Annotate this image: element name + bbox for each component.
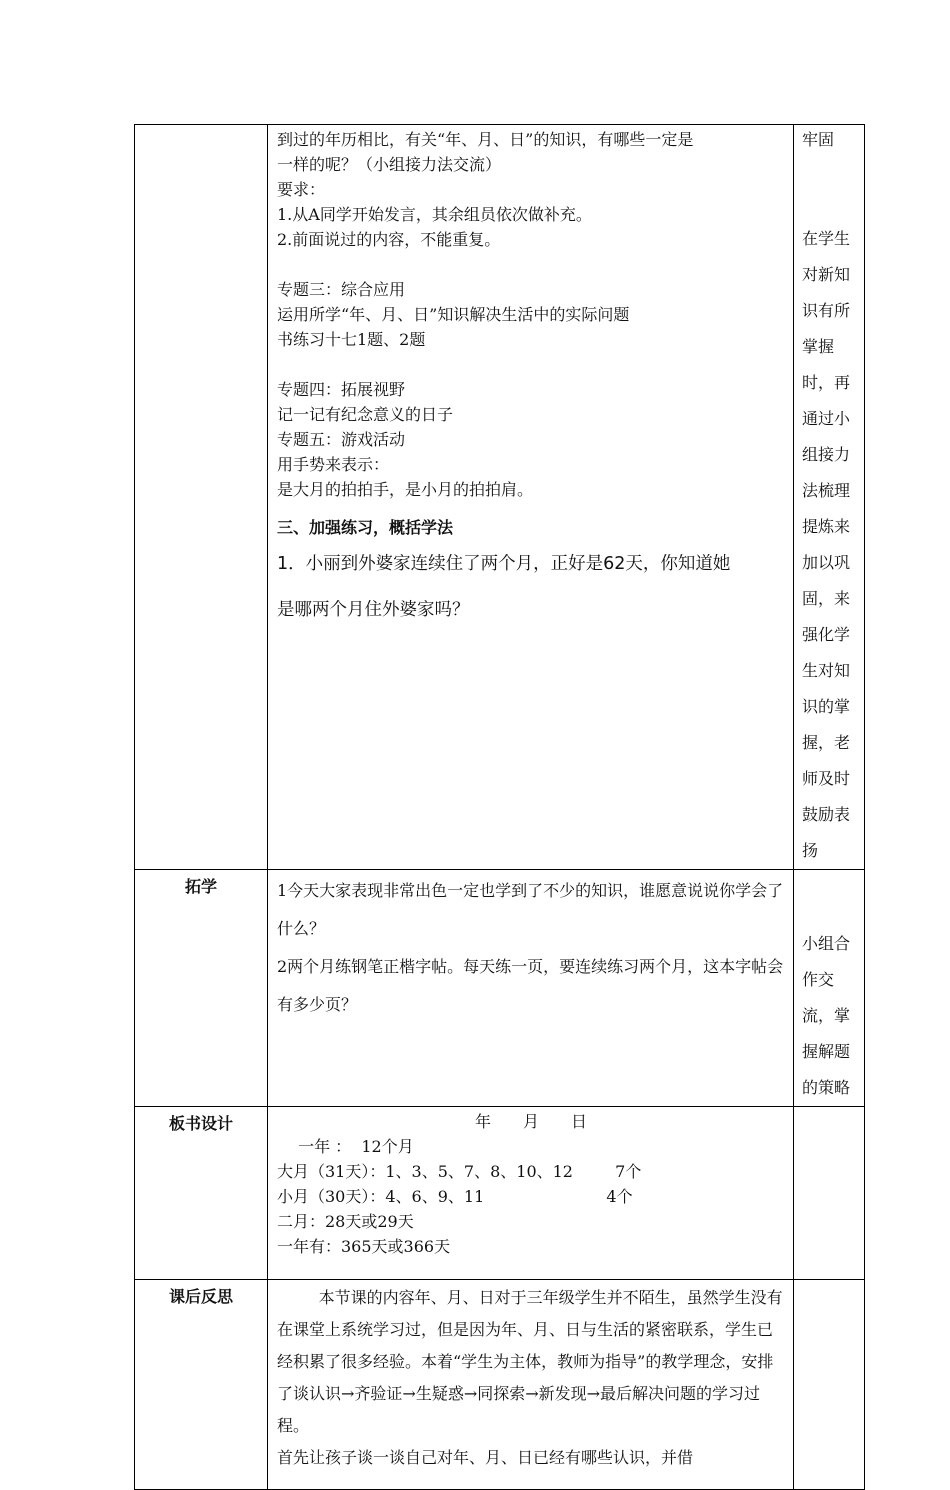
text-line: 要求：	[277, 180, 326, 199]
practice-problem-line: 1．小丽到外婆家连续住了两个月，正好是62天，你知道她	[277, 554, 731, 574]
blackboard-design-cell	[268, 1107, 794, 1280]
design-intent-cell	[794, 1280, 865, 1490]
board-line: 一年有：365天或366天	[277, 1237, 451, 1256]
table-row	[135, 1280, 865, 1490]
row-label	[135, 125, 268, 870]
text-line: 用手势来表示：	[277, 455, 390, 474]
activity-cell	[268, 125, 794, 870]
topic-three	[277, 277, 785, 352]
text-line: 一样的呢？（小组接力法交流）	[277, 155, 502, 174]
row-label: 拓学	[135, 870, 268, 1107]
text-line: 1.从A同学开始发言，其余组员依次做补充。	[277, 205, 592, 224]
board-line: 大月（31天）：1、3、5、7、8、10、12 7个	[277, 1162, 642, 1181]
design-intent-cell	[794, 125, 865, 870]
text-paragraph: 1今天大家表现非常出色一定也学到了不少的知识，谁愿意说说你学会了什么？	[277, 881, 784, 938]
note-text: 牢固	[802, 130, 835, 149]
reflection-paragraph: 首先让孩子谈一谈自己对年、月、日已经有哪些认识，并借	[277, 1448, 694, 1467]
table-row	[135, 125, 865, 870]
board-line: 一年 ： 12个月	[277, 1137, 414, 1156]
design-intent-cell	[794, 870, 865, 1107]
note-text: 在学生对新知识有所掌握时，再通过小组接力法梳理提炼来加以巩固，来强化学生对知识的掌握，老师及时鼓励表扬	[802, 229, 851, 860]
topic-four-five	[277, 377, 785, 502]
lesson-plan-table	[134, 124, 865, 1490]
text-line: 专题五：游戏活动	[277, 430, 406, 449]
text-line: 运用所学“年、月、日”知识解决生活中的实际问题	[277, 305, 630, 324]
note-text: 小组合作交流，掌握解题的策略	[802, 934, 851, 1097]
design-intent-cell	[794, 1107, 865, 1280]
intro-lines	[277, 127, 785, 252]
text-line: 记一记有纪念意义的日子	[277, 405, 454, 424]
board-title: 年 月 日	[474, 1112, 587, 1131]
text-paragraph: 2两个月练钢笔正楷字帖。每天练一页，要连续练习两个月，这本字帖会有多少页？	[277, 957, 784, 1014]
reflection-cell	[268, 1280, 794, 1490]
board-line: 小月（30天）：4、6、9、11 4个	[277, 1187, 633, 1206]
activity-cell	[268, 870, 794, 1107]
row-label: 课后反思	[135, 1280, 268, 1490]
text-line: 2.前面说过的内容，不能重复。	[277, 230, 501, 249]
text-line: 专题三：综合应用	[277, 280, 406, 299]
reflection-paragraph: 本节课的内容年、月、日对于三年级学生并不陌生，虽然学生没有在课堂上系统学习过，但是因为年、月、日与生活的紧密联系，学生已经积累了很多经验。本着“学生为主体，教师为指导”的教学理念，安排了谈认识→齐验证→生疑惑→同探索→新发现→最后解决问题的学习过程。	[277, 1288, 783, 1435]
section-heading: 三、加强练习，概括学法	[277, 518, 454, 537]
practice-problem-line: 是哪两个月住外婆家吗？	[277, 600, 470, 620]
table-row	[135, 1107, 865, 1280]
row-label: 板书设计	[135, 1107, 268, 1280]
board-line: 二月：28天或29天	[277, 1212, 414, 1231]
text-line: 是大月的拍拍手，是小月的拍拍肩。	[277, 480, 534, 499]
text-line: 到过的年历相比，有关“年、月、日”的知识，有哪些一定是	[277, 130, 694, 149]
text-line: 专题四：拓展视野	[277, 380, 406, 399]
table-row	[135, 870, 865, 1107]
text-line: 书练习十七1题、2题	[277, 330, 426, 349]
